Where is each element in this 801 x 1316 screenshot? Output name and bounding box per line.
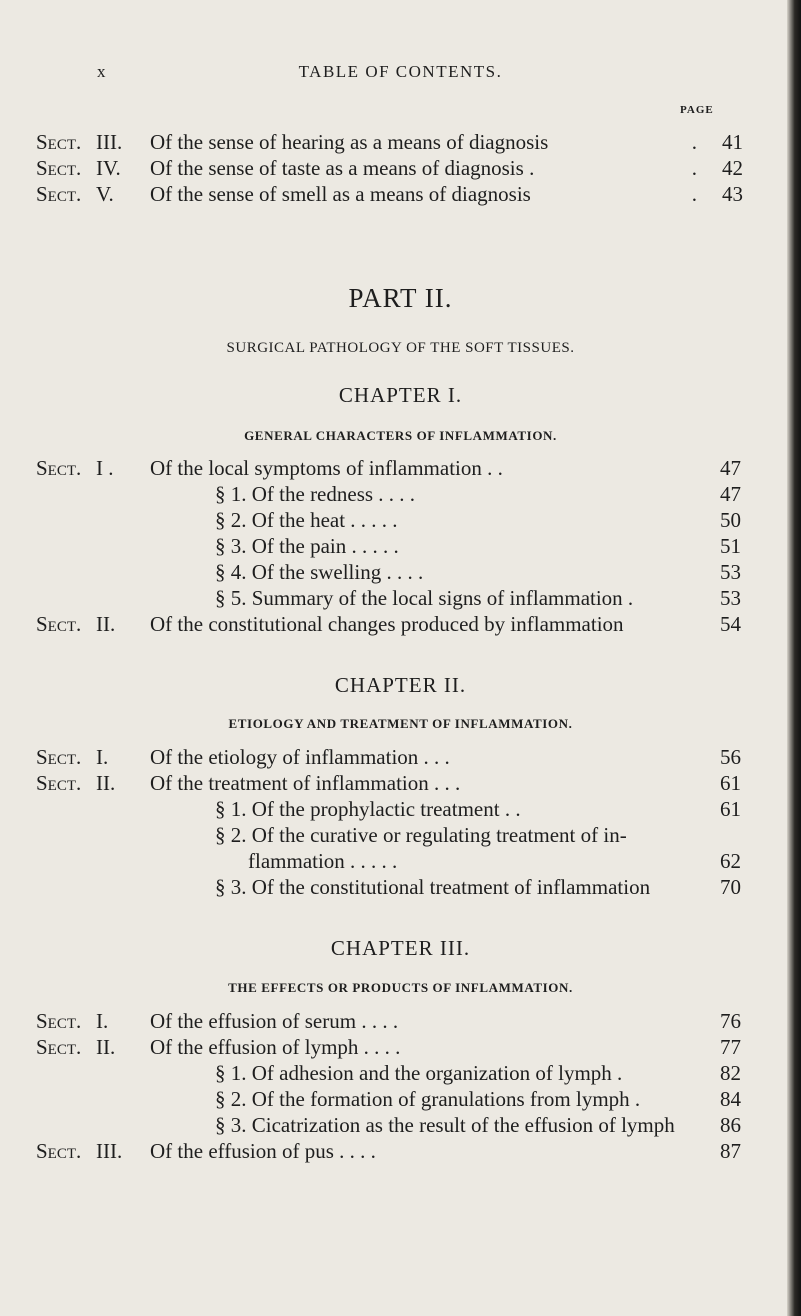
- entry-title: Of the effusion of serum . . . .: [150, 1009, 399, 1033]
- entry-title: § 2. Of the formation of granulations from lymph .: [215, 1087, 641, 1111]
- entry-page: 61: [720, 797, 741, 821]
- toc-subentry[interactable]: [0, 1086, 801, 1112]
- toc-subentry[interactable]: [0, 507, 801, 533]
- section-label: Sect.: [36, 612, 82, 636]
- entry-title: Of the effusion of lymph . . . .: [150, 1035, 401, 1059]
- toc-entry[interactable]: [0, 455, 801, 481]
- entry-page: 50: [720, 508, 741, 532]
- toc-entry[interactable]: [0, 129, 801, 155]
- section-label: Sect.: [36, 771, 82, 795]
- entry-leader: .: [691, 130, 697, 154]
- section-label: Sect.: [36, 1139, 82, 1163]
- toc-entry[interactable]: [0, 181, 801, 207]
- page-column-label: PAGE: [680, 104, 714, 116]
- chapter-subtitle: GENERAL CHARACTERS OF INFLAMMATION.: [244, 428, 557, 443]
- entry-page: 43: [722, 182, 743, 206]
- section-number: I.: [96, 745, 109, 769]
- entry-title: § 1. Of the redness . . . .: [215, 482, 416, 506]
- entry-page: 56: [720, 745, 741, 769]
- toc-subentry[interactable]: [0, 585, 801, 611]
- entry-title: Of the local symptoms of inflammation . .: [150, 456, 503, 480]
- toc-subentry[interactable]: [0, 481, 801, 507]
- toc-entry[interactable]: [0, 770, 801, 796]
- entry-leader: .: [691, 182, 697, 206]
- entry-page: 82: [720, 1061, 741, 1085]
- entry-page: 70: [720, 875, 741, 899]
- toc-subentry[interactable]: [0, 1060, 801, 1086]
- entry-page: 84: [720, 1087, 741, 1111]
- entry-title: Of the sense of hearing as a means of diagnosis: [150, 130, 549, 154]
- page-number: x: [97, 62, 106, 81]
- entry-page: 53: [720, 586, 741, 610]
- entry-title: Of the effusion of pus . . . .: [150, 1139, 376, 1163]
- section-label: Sect.: [36, 1009, 82, 1033]
- toc-entry[interactable]: [0, 611, 801, 637]
- entry-title: Of the etiology of inflammation . . .: [150, 745, 450, 769]
- toc-entry[interactable]: [0, 155, 801, 181]
- entry-title: § 1. Of adhesion and the organization of lymph .: [215, 1061, 623, 1085]
- section-number: IV.: [96, 156, 121, 180]
- entry-page: 54: [720, 612, 741, 636]
- toc-entry[interactable]: [0, 1034, 801, 1060]
- entry-title: § 2. Of the curative or regulating treatment of in-: [215, 823, 627, 847]
- entry-page: 47: [720, 456, 741, 480]
- section-number: I.: [96, 1009, 109, 1033]
- toc-entry[interactable]: [0, 1008, 801, 1034]
- entry-title: § 3. Cicatrization as the result of the effusion of lymph: [215, 1113, 675, 1137]
- entry-page: 61: [720, 771, 741, 795]
- chapter-title: CHAPTER III.: [330, 936, 471, 960]
- chapter-title: CHAPTER I.: [338, 383, 463, 407]
- toc-subentry-continuation[interactable]: [0, 848, 801, 874]
- chapter-subtitle: ETIOLOGY AND TREATMENT OF INFLAMMATION.: [228, 716, 573, 731]
- section-number: V.: [96, 182, 114, 206]
- section-number: III.: [96, 130, 123, 154]
- section-label: Sect.: [36, 456, 82, 480]
- chapter-subtitle: THE EFFECTS OR PRODUCTS OF INFLAMMATION.: [228, 980, 573, 995]
- entry-leader: .: [691, 156, 697, 180]
- entry-title: Of the sense of taste as a means of diagnosis .: [150, 156, 535, 180]
- toc-subentry[interactable]: [0, 559, 801, 585]
- running-head: TABLE OF CONTENTS.: [298, 62, 503, 81]
- section-label: Sect.: [36, 130, 82, 154]
- section-label: Sect.: [36, 156, 82, 180]
- section-label: Sect.: [36, 745, 82, 769]
- entry-page: 51: [720, 534, 741, 558]
- entry-title: § 3. Of the pain . . . . .: [215, 534, 399, 558]
- section-number: I .: [96, 456, 114, 480]
- entry-title: Of the constitutional changes produced by inflammation: [150, 612, 624, 636]
- entry-title: § 2. Of the heat . . . . .: [215, 508, 398, 532]
- chapter-title: CHAPTER II.: [334, 673, 467, 697]
- toc-subentry[interactable]: [0, 1112, 801, 1138]
- entry-title: Of the sense of smell as a means of diagnosis: [150, 182, 531, 206]
- entry-title: § 3. Of the constitutional treatment of inflammation: [215, 875, 651, 899]
- toc-subentry[interactable]: [0, 822, 801, 848]
- entry-page: 87: [720, 1139, 741, 1163]
- entry-title: flammation . . . . .: [248, 849, 398, 873]
- toc-subentry[interactable]: [0, 874, 801, 900]
- entry-page: 62: [720, 849, 741, 873]
- entry-title: § 5. Summary of the local signs of inflammation .: [215, 586, 634, 610]
- entry-title: Of the treatment of inflammation . . .: [150, 771, 461, 795]
- part-title: PART II.: [348, 283, 453, 313]
- entry-page: 42: [722, 156, 743, 180]
- part-subtitle: SURGICAL PATHOLOGY OF THE SOFT TISSUES.: [226, 340, 575, 356]
- section-number: II.: [96, 1035, 116, 1059]
- entry-title: § 1. Of the prophylactic treatment . .: [215, 797, 521, 821]
- section-label: Sect.: [36, 182, 82, 206]
- entry-page: 86: [720, 1113, 741, 1137]
- section-label: Sect.: [36, 1035, 82, 1059]
- entry-page: 41: [722, 130, 743, 154]
- entry-page: 76: [720, 1009, 741, 1033]
- toc-subentry[interactable]: [0, 796, 801, 822]
- entry-page: 53: [720, 560, 741, 584]
- section-number: III.: [96, 1139, 123, 1163]
- entry-page: 77: [720, 1035, 741, 1059]
- entry-page: 47: [720, 482, 741, 506]
- section-number: II.: [96, 771, 116, 795]
- toc-subentry[interactable]: [0, 533, 801, 559]
- entry-title: § 4. Of the swelling . . . .: [215, 560, 424, 584]
- toc-entry[interactable]: [0, 744, 801, 770]
- toc-entry[interactable]: [0, 1138, 801, 1164]
- section-number: II.: [96, 612, 116, 636]
